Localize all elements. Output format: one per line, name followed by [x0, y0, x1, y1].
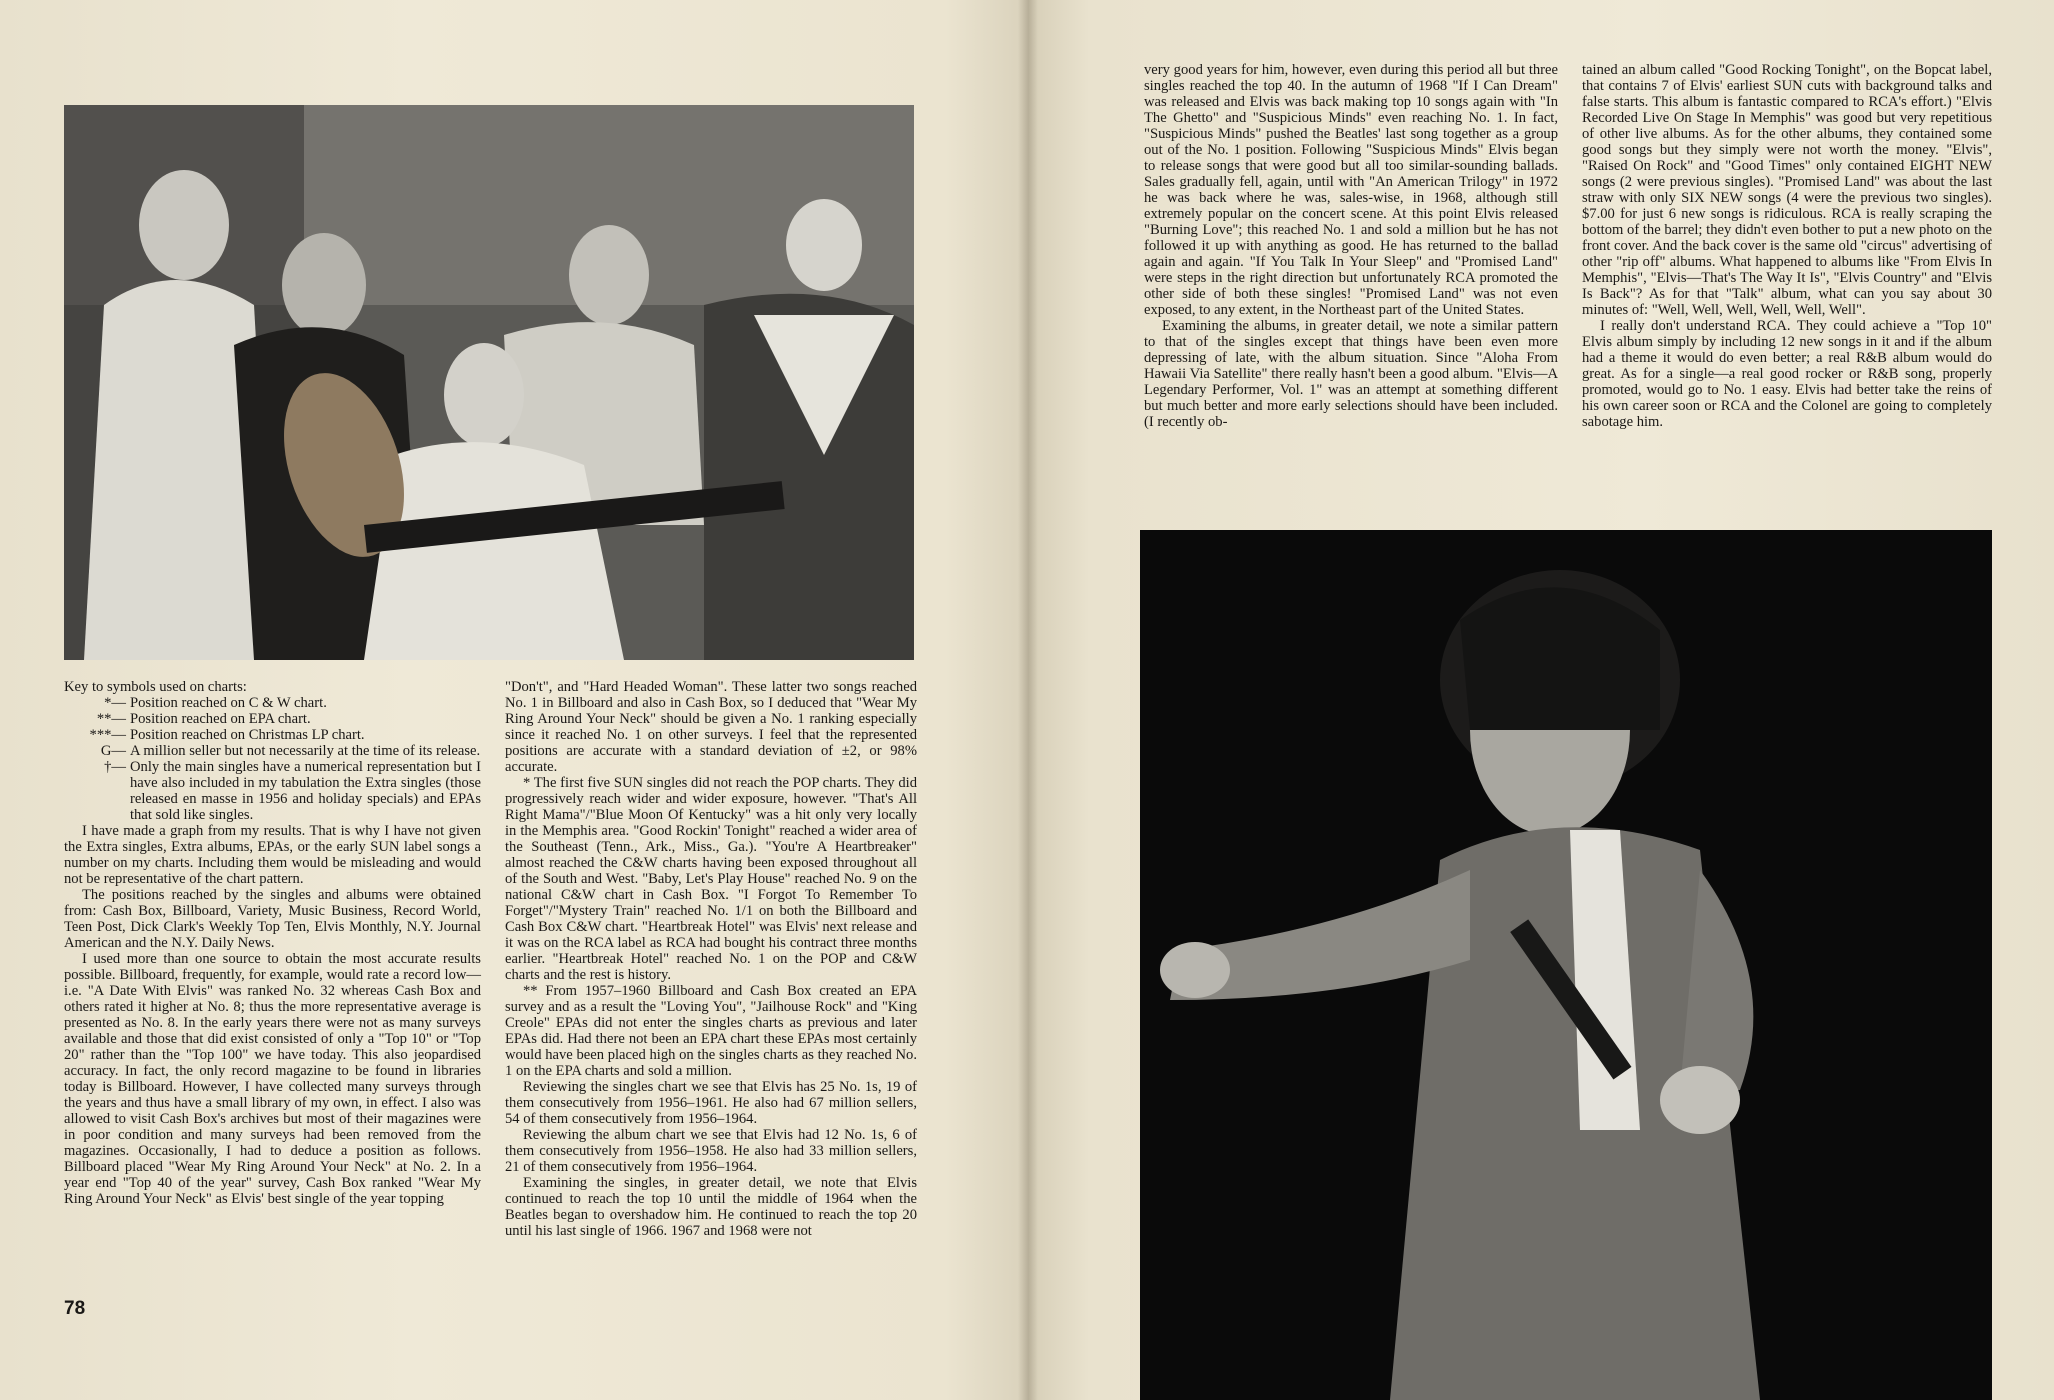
paragraph: I used more than one source to obtain the most accurate results possible. Billboard, frequently, for example, would rate a record low—i.e. "A Date With Elvis" was ranked No. 32 whereas Cash Box and others rated it higher at No. 8; thus the more representative average is presented as No. 8. In the early years there were not as many surveys available and those that did exist consisted of only a "Top 10" or "Top 20" rather than the "Top 100" we have today. This also jeopardised accuracy. In fact, the only record magazine to be found in libraries today is Billboard. However, I have collected many surveys through the years and thus have a small library of my own, in effect. I also was allowed to visit Cash Box's archives but most of their magazines were in poor condition and many surveys had been removed from the magazines. Occasionally, I had to deduce a position as follows. Billboard placed "Wear My Ring Around Your Neck" at No. 2. In a year end "Top 40 of the year" survey, Cash Box ranked "Wear My Ring Around Your Neck" as Elvis' best single of the year topping — [64, 951, 481, 1207]
paragraph: Reviewing the singles chart we see that Elvis has 25 No. 1s, 19 of them consecutively from 1956–1961. He also had 67 million sellers, 54 of them consecutively from 1956–1964. — [505, 1079, 917, 1127]
key-symbol: †— — [104, 759, 126, 775]
text-column-4 — [1582, 62, 1992, 430]
paragraph: very good years for him, however, even during this period all but three singles reached the top 40. In the autumn of 1968 "If I Can Dream" was released and Elvis was back making top 10 songs again with "In The Ghetto" and "Suspicious Minds" even reaching No. 1. In fact, "Suspicious Minds" pushed the Beatles' last song together as a group out of the No. 1 position. Following "Suspicious Minds" Elvis began to release songs that were good but all too similar-sounding ballads. Sales gradually fell, again, until with "An American Trilogy" in 1972 he was back where he was, sales-wise, in 1968, although still extremely popular on the concert scene. At this point Elvis released "Burning Love"; this reached No. 1 and sold a million but he has not followed it up with anything as good. He has returned to the ballad again and again. "If You Talk In Your Sleep" and "Promised Land" were steps in the right direction but unfortunately RCA promoted the other side of both these singles! "Promised Land" was not even exposed, to any extent, in the Northeast part of the United States. — [1144, 62, 1558, 318]
paragraph: tained an album called "Good Rocking Tonight", on the Bopcat label, that contains 7 of Elvis' earliest SUN cuts with background talks and false starts. This album is fantastic compared to RCA's effort.) "Elvis Recorded Live On Stage In Memphis" was good but very repetitious of other live albums. As for the other albums, they contained some good songs but they simply were not worth the money. "Elvis", "Raised On Rock" and "Good Times" only contained EIGHT NEW songs (2 were previous singles). "Promised Land" was about the last straw with only SIX NEW songs (4 were the previous two singles). $7.00 for just 6 new songs is ridiculous. RCA is really scraping the bottom of the barrel; they didn't even bother to put a new photo on the front cover. And the back cover is the same old "circus" advertising of other "rip off" albums. What happened to albums like "From Elvis In Memphis", "Elvis—That's The Way It Is", "Elvis Country" and "Elvis Is Back"? As for that "Talk" album, what can you say about 30 minutes of: "Well, Well, Well, Well, Well, Well". — [1582, 62, 1992, 318]
paragraph: "Don't", and "Hard Headed Woman". These latter two songs reached No. 1 in Billboard and also in Cash Box, so I deduced that "Wear My Ring Around Your Neck" should be given a No. 1 ranking especially since it reached No. 1 on other surveys. I feel that the represented positions are accurate with a standard deviation of ±2, or 98% accurate. — [505, 679, 917, 775]
key-text: A million seller but not necessarily at the time of its release. — [130, 743, 481, 759]
key-text: Position reached on Christmas LP chart. — [130, 727, 365, 743]
paragraph: Examining the albums, in greater detail, we note a similar pattern to that of the singles except that things have been even more depressing of late, with the album situation. Since "Aloha From Hawaii Via Satellite" there really hasn't been a good album. "Elvis—A Legendary Performer, Vol. 1" was an attempt at something different but much better and more early selections should have been included. (I recently ob- — [1144, 318, 1558, 430]
key-symbol: G— — [100, 743, 126, 759]
paragraph: The positions reached by the singles and albums were obtained from: Cash Box, Billboard, Variety, Music Business, Record World, Teen Post, Dick Clark's Weekly Top Ten, Elvis Monthly, N.Y. Journal American and the N.Y. Daily News. — [64, 887, 481, 951]
text-column-3 — [1144, 62, 1558, 430]
key-text: Position reached on C & W chart. — [130, 695, 327, 711]
elvis-concert-photo — [1140, 530, 1992, 1400]
key-item — [64, 743, 481, 759]
text-column-2 — [505, 679, 917, 1239]
key-symbol: *— — [104, 695, 126, 711]
paragraph: * The first five SUN singles did not reach the POP charts. They did progressively reach wider and wider exposure, however. "That's All Right Mama"/"Blue Moon Of Kentucky" was a hit only very locally in the Memphis area. "Good Rockin' Tonight" reached a wider area of the Southeast (Tenn., Ark., Miss., Ga.). "You're A Heartbreaker" almost reached the C&W charts having been exposed throughout all of the South and West. "Baby, Let's Play House" reached No. 9 on the national C&W chart in Cash Box. "I Forgot To Remember To Forget"/"Mystery Train" reached No. 1/1 on both the Billboard and Cash Box C&W chart. "Heartbreak Hotel" was Elvis' next release and it was on the RCA label as RCA had bought his contract three months earlier. "Heartbreak Hotel" reached No. 1 on the POP and C&W charts and the rest is history. — [505, 775, 917, 983]
group-photo — [64, 105, 914, 660]
paragraph: Examining the singles, in greater detail, we note that Elvis continued to reach the top 10 until the middle of 1964 when the Beatles began to overshadow him. He continued to reach the top 20 until his last single of 1966. 1967 and 1968 were not — [505, 1175, 917, 1239]
paragraph: I really don't understand RCA. They could achieve a "Top 10" Elvis album simply by including 12 new songs in it and if the album had a theme it would do even better; a real R&B album would do great. As for a single—a real good rocker or R&B song, properly promoted, would go to No. 1 easy. Elvis had better take the reins of his own career soon or RCA and the Colonel are going to completely sabotage him. — [1582, 318, 1992, 430]
paragraph: I have made a graph from my results. That is why I have not given the Extra singles, Extra albums, EPAs, or the early SUN label songs a number on my charts. Including them would be misleading and would not be representative of the chart pattern. — [64, 823, 481, 887]
text-column-1 — [64, 679, 481, 1207]
key-item — [64, 759, 481, 823]
page-number: 78 — [64, 1298, 86, 1319]
paragraph: Reviewing the album chart we see that Elvis had 12 No. 1s, 6 of them consecutively from 1956–1958. He also had 33 million sellers, 21 of them consecutively from 1956–1964. — [505, 1127, 917, 1175]
key-text: Only the main singles have a numerical representation but I have also included in my tabulation the Extra singles (those released en masse in 1956 and holiday specials) and EPAs that sold like singles. — [130, 759, 481, 823]
key-text: Position reached on EPA chart. — [130, 711, 311, 727]
key-symbol: ***— — [89, 727, 126, 743]
key-item — [64, 727, 481, 743]
key-symbol: **— — [96, 711, 126, 727]
book-gutter — [1018, 0, 1038, 1400]
key-item — [64, 711, 481, 727]
key-item — [64, 695, 481, 711]
paragraph: ** From 1957–1960 Billboard and Cash Box created an EPA survey and as a result the "Loving You", "Jailhouse Rock" and "King Creole" EPAs did not enter the singles charts as previous and later EPAs did. Had there not been an EPA chart these EPAs most certainly would have been placed high on the singles charts as they reached No. 1 on the EPA charts and sold a million. — [505, 983, 917, 1079]
key-heading: Key to symbols used on charts: — [64, 679, 247, 695]
